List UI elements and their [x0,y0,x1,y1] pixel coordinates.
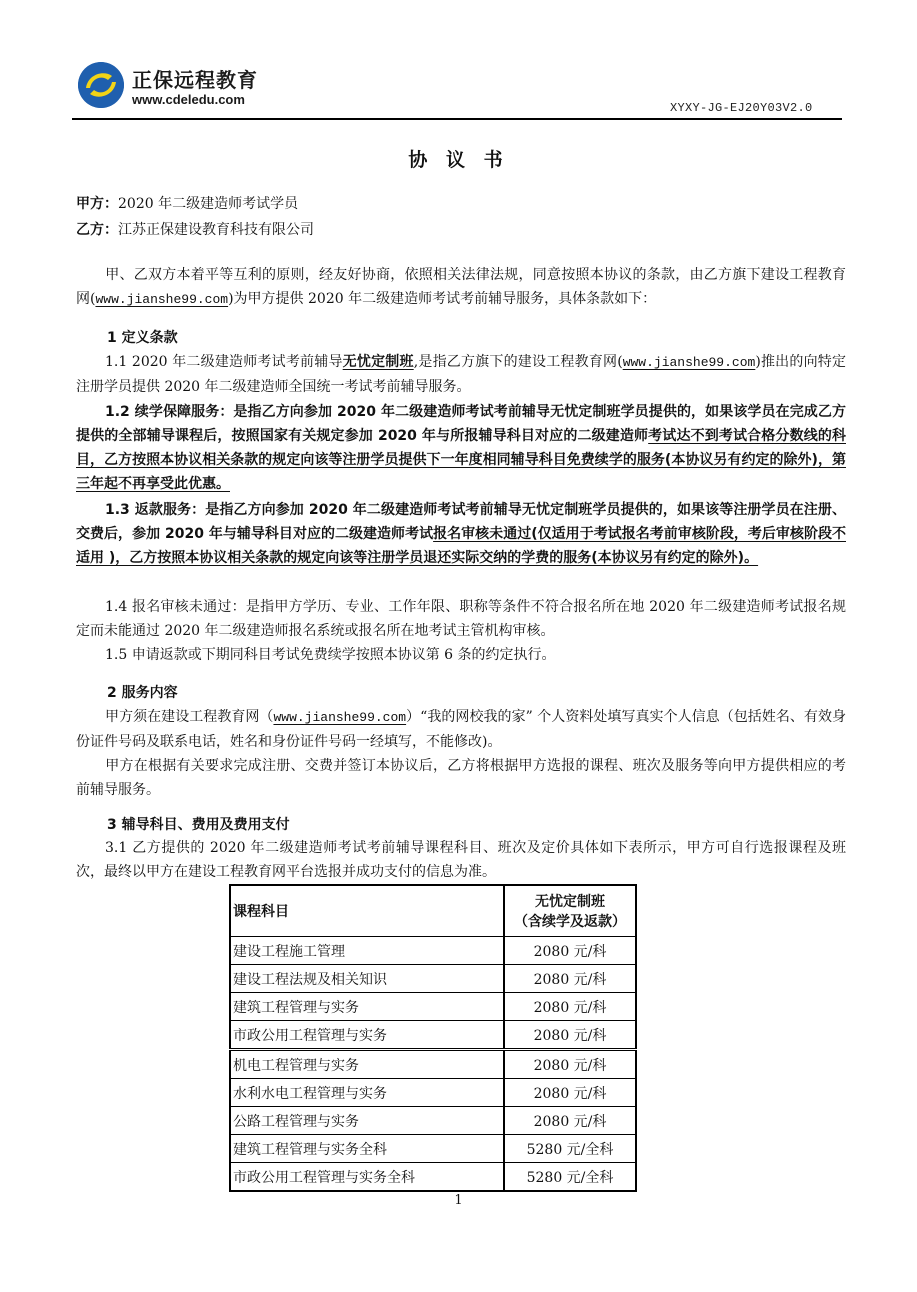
course-subject: 建筑工程管理与实务 [230,993,504,1021]
party-b-label: 乙方： [76,222,118,238]
course-price: 2080 元/科 [504,1107,636,1135]
logo-icon [78,62,124,108]
table-row [230,1050,636,1079]
course-price: 5280 元/全科 [504,1135,636,1163]
course-subject: 水利水电工程管理与实务 [230,1079,504,1107]
party-b-value: 江苏正保建设教育科技有限公司 [118,222,314,238]
course-subject: 建筑工程管理与实务全科 [230,1135,504,1163]
clause-1-1: 1.1 2020 年二级建造师考试考前辅导无忧定制班,是指乙方旗下的建设工程教育网(www.jianshe99.com)推出的向特定注册学员提供 2020 年二级建造师全国统一考试考前辅导服务。 [76,354,847,395]
table-row [230,1079,636,1107]
course-price-table [229,884,637,1192]
section-2-heading: 2 服务内容 [107,685,178,701]
table-row [230,993,636,1021]
course-price: 2080 元/科 [504,993,636,1021]
brand-url: www.cdeledu.com [132,92,245,107]
jianshe99-link[interactable]: www.jianshe99.com [95,292,229,307]
course-subject: 市政公用工程管理与实务 [230,1021,504,1050]
course-subject: 公路工程管理与实务 [230,1107,504,1135]
table-row [230,965,636,993]
document-code: XYXY-JG-EJ20Y03V2.0 [670,101,813,115]
clause-1-4: 1.4 报名审核未通过：是指甲方学历、专业、工作年限、职称等条件不符合报名所在地 2020 年二级建造师考试报名规定而未能通过 2020 年二级建造师报名系统或报名所在地考试主管机构审核。 [76,599,846,639]
brand-name: 正保远程教育 [132,68,258,92]
course-subject: 机电工程管理与实务 [230,1050,504,1079]
course-price: 2080 元/科 [504,1079,636,1107]
table-row [230,1135,636,1163]
table-row [230,937,636,965]
party-a [76,193,298,213]
section-3-paragraph-1: 3.1 乙方提供的 2020 年二级建造师考试考前辅导课程科目、班次及定价具体如下表所示，甲方可自行选报课程及班次，最终以甲方在建设工程教育网平台选报并成功支付的信息为准。 [76,840,846,880]
course-price: 2080 元/科 [504,965,636,993]
course-subject: 建设工程施工管理 [230,937,504,965]
table-row [230,1163,636,1192]
section-1-heading: 1 定义条款 [107,330,178,346]
table-row [230,1107,636,1135]
document-title: 协 议 书 [408,149,509,171]
course-price: 2080 元/科 [504,1050,636,1079]
course-price: 5280 元/全科 [504,1163,636,1192]
course-subject: 建设工程法规及相关知识 [230,965,504,993]
course-price: 2080 元/科 [504,1021,636,1050]
section-2-paragraph-1: 甲方须在建设工程教育网（www.jianshe99.com）“我的网校我的家” 个人资料处填写真实个人信息（包括姓名、有效身份证件号码及联系电话，姓名和身份证件号码一经填写，不能修改)。 [76,709,847,750]
jianshe99-link[interactable]: www.jianshe99.com [273,710,407,725]
course-price: 2080 元/科 [504,937,636,965]
table-header-row [230,885,636,937]
party-a-value: 2020 年二级建造师考试学员 [118,196,299,212]
party-a-label: 甲方： [76,196,118,212]
header-package: 无忧定制班 （含续学及返款） [504,885,636,937]
header-divider [72,118,842,120]
section-2-paragraph-2: 甲方在根据有关要求完成注册、交费并签订本协议后，乙方将根据甲方选报的课程、班次及服务等向甲方提供相应的考前辅导服务。 [76,758,846,798]
page-number: 1 [454,1193,463,1208]
clause-1-3: 1.3 返款服务：是指乙方向参加 2020 年二级建造师考试考前辅导无忧定制班学员提供的，如果该等注册学员在注册、交费后，参加 2020 年与辅导科目对应的二级建造师考试报名审核未通过(仅适用于考试报名考前审核阶段，考后审核阶段不适用 )，乙方按照本协议相关条款的规定向该等注册学员退还实际交纳的学费的服务(本协议另有约定的除外)。 [76,502,846,566]
header-course-subject: 课程科目 [230,885,504,937]
party-b [76,219,314,239]
clause-1-5: 1.5 申请返款或下期同科目考试免费续学按照本协议第 6 条的约定执行。 [105,647,556,663]
intro-paragraph: 甲、乙双方本着平等互利的原则，经友好协商，依照相关法律法规，同意按照本协议的条款，由乙方旗下建设工程教育网(www.jianshe99.com)为甲方提供 2020 年二级建造师考试考前辅导服务，具体条款如下： [76,267,846,307]
section-3-heading: 3 辅导科目、费用及费用支付 [107,817,290,833]
course-subject: 市政公用工程管理与实务全科 [230,1163,504,1192]
clause-1-2: 1.2 续学保障服务：是指乙方向参加 2020 年二级建造师考试考前辅导无忧定制班学员提供的，如果该学员在完成乙方提供的全部辅导课程后，按照国家有关规定参加 2020 年与所报辅导科目对应的二级建造师考试达不到考试合格分数线的科目，乙方按照本协议相关条款的规定向该等注册学员提供下一年度相同辅导科目免费续学的服务(本协议另有约定的除外)，第三年起不再享受此优惠。 [76,404,846,492]
table-row [230,1021,636,1050]
emphasis-package-name: 无忧定制班 [342,354,414,370]
jianshe99-link[interactable]: www.jianshe99.com [622,355,756,370]
